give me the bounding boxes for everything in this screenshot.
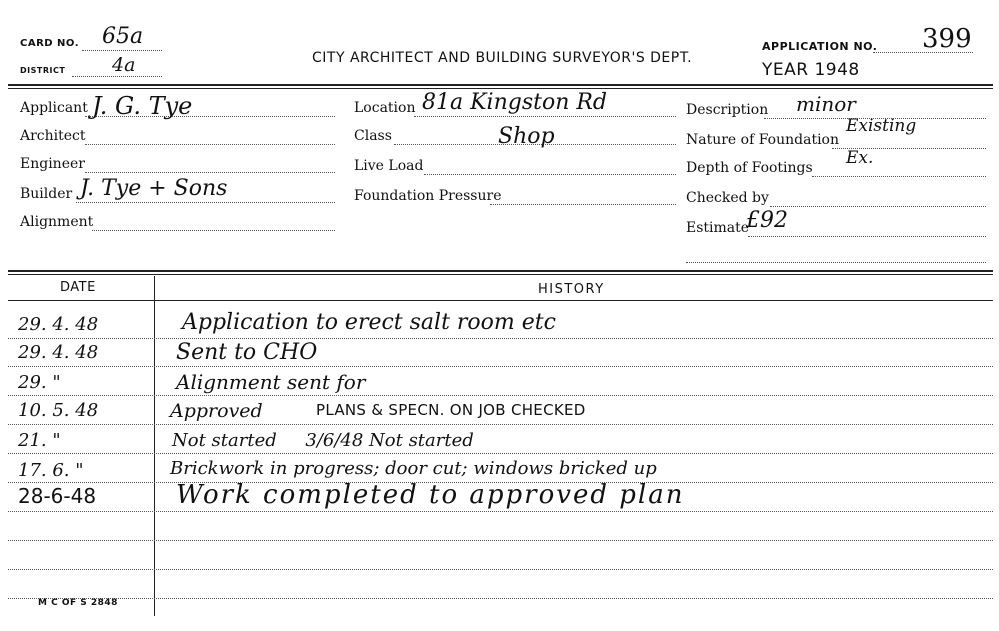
depth-of-footings-value: Ex.: [846, 148, 874, 168]
builder-label: Builder: [20, 186, 73, 202]
row-7-date: 28-6-48: [18, 484, 97, 508]
form-code: M C OF S 2848: [38, 598, 118, 608]
year-label: YEAR 1948: [762, 60, 860, 80]
location-label: Location: [354, 100, 416, 116]
district-value: 4a: [112, 54, 136, 76]
row-4-date: 10. 5. 48: [18, 400, 99, 421]
row-5-history: Not started 3/6/48 Not started: [172, 430, 474, 451]
district-label: DISTRICT: [20, 66, 66, 75]
row-2-history: Sent to CHO: [176, 340, 318, 365]
builder-value: J. Tye + Sons: [80, 176, 228, 201]
checked-by-label: Checked by: [686, 190, 769, 206]
nature-of-foundation-value: Existing: [846, 116, 917, 136]
live-load-label: Live Load: [354, 158, 424, 174]
plans-checked-stamp: PLANS & SPECN. ON JOB CHECKED: [316, 401, 586, 419]
location-value: 81a Kingston Rd: [422, 90, 608, 115]
foundation-pressure-label: Foundation Pressure: [354, 188, 502, 204]
class-label: Class: [354, 128, 392, 144]
alignment-label: Alignment: [20, 214, 94, 230]
architect-label: Architect: [20, 128, 86, 144]
row-7-history: Work completed to approved plan: [176, 480, 685, 510]
application-no-label: APPLICATION NO.: [762, 40, 878, 53]
nature-of-foundation-label: Nature of Foundation: [686, 132, 839, 148]
row-6-history: Brickwork in progress; door cut; windows bricked up: [170, 458, 657, 479]
row-5-date: 21. ": [18, 430, 61, 451]
applicant-label: Applicant: [20, 100, 88, 116]
department-title: CITY ARCHITECT AND BUILDING SURVEYOR'S DEPT.: [312, 50, 693, 66]
card-no-label: CARD NO.: [20, 38, 80, 49]
row-1-date: 29. 4. 48: [18, 314, 99, 335]
engineer-label: Engineer: [20, 156, 85, 172]
row-2-date: 29. 4. 48: [18, 342, 99, 363]
estimate-value: £92: [746, 208, 788, 233]
application-no-value: 399: [922, 24, 972, 54]
card-no-value: 65a: [102, 24, 144, 49]
depth-of-footings-label: Depth of Footings: [686, 160, 813, 176]
date-column-header: DATE: [60, 280, 96, 295]
history-column-header: HISTORY: [538, 282, 605, 297]
description-value: minor: [796, 92, 856, 116]
row-3-history: Alignment sent for: [176, 370, 366, 394]
estimate-label: Estimate: [686, 220, 750, 236]
row-3-date: 29. ": [18, 372, 61, 393]
row-1-history: Application to erect salt room etc: [182, 310, 556, 335]
class-value: Shop: [498, 124, 555, 149]
description-label: Description: [686, 102, 769, 118]
applicant-value: J. G. Tye: [92, 92, 193, 120]
row-4-history: Approved: [170, 400, 263, 422]
row-6-date: 17. 6. ": [18, 460, 84, 481]
